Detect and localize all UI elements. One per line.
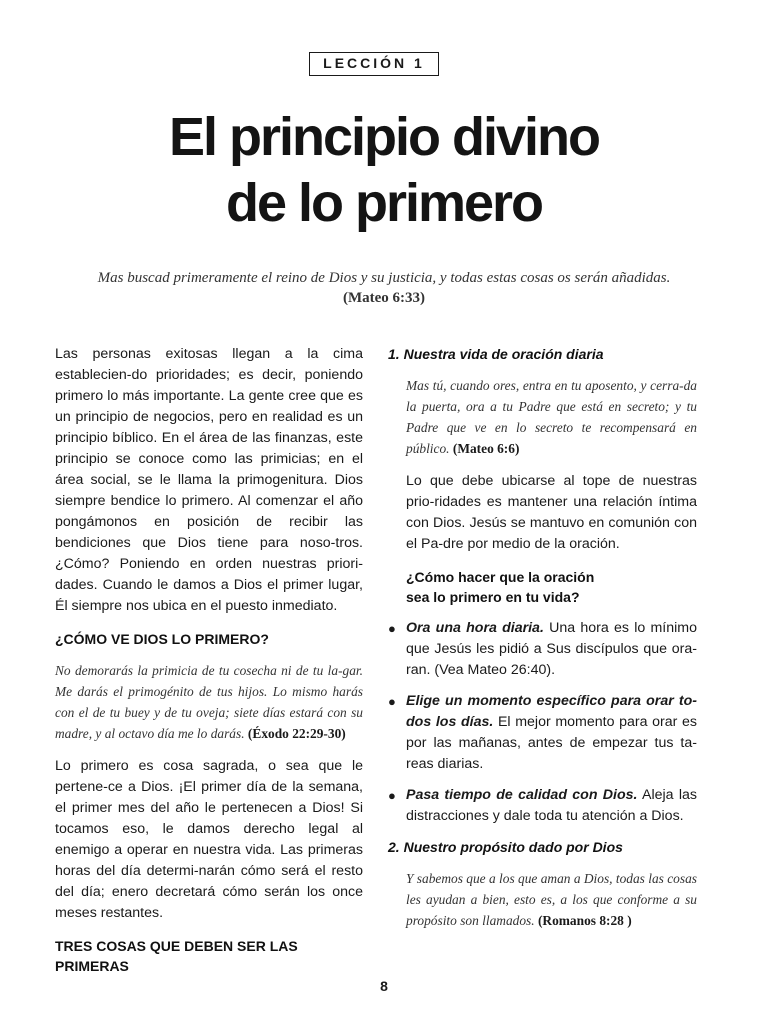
bullet-lead: Elige un momento específico para orar to-dos los días. [406,693,697,730]
bible-quote-text: No demorarás la primicia de tu cosecha ni de tu la-gar. Me darás el primogénito de tus hijos. Lo mismo harás con el de tu buey y de tu oveja; siete días estará con su madre, y al octavo día me lo darás. [55,663,363,741]
bible-quote-reference: (Éxodo 22:29-30) [247,726,346,741]
bible-quote-text: Y sabemos que a los que aman a Dios, todas las cosas les ayudan a bien, esto es, a los que conforme a su propósito son llamados. [406,871,697,928]
left-column [55,344,363,987]
bullet-icon: ● [388,788,396,803]
title-line-2: de lo primero [225,173,543,233]
section-heading-how-god-sees: ¿CÓMO VE DIOS LO PRIMERO? [55,631,269,647]
bullet-icon: ● [388,694,396,709]
lesson-label: LECCIÓN 1 [309,52,439,76]
epigraph [40,268,728,308]
list-item [388,691,697,775]
bible-quote-reference: (Romanos 8:28 ) [537,913,632,928]
bible-quote-exodus [55,660,363,744]
epigraph-reference: (Mateo 6:33) [342,290,426,306]
prayer-tips-list [388,618,697,827]
list-item [388,618,697,681]
bullet-lead: Pasa tiempo de calidad con Dios. [406,787,638,803]
title-line-1: El principio divino [168,107,600,167]
right-column [388,344,697,943]
item-2-title: Nuestro propósito dado por Dios [403,839,623,855]
item-2-number: 2. [388,839,400,855]
subheading-prayer-first [388,567,697,607]
page-title [0,104,768,236]
bullet-icon: ● [388,621,396,636]
subheading-line-2: sea lo primero en tu vida? [406,589,580,605]
bible-quote-matthew [388,375,697,459]
bible-quote-reference: (Mateo 6:6) [452,441,520,456]
item-1-heading [388,344,697,364]
intro-paragraph: Las personas exitosas llegan a la cima establecien-do prioridades; es decir, poniendo primero lo más importante. La gente cree que es un principio de negocios, pero en realidad es un principio bíblico. En el área de las finanzas, este principio se conoce como las primicias; en el área social, se le llama la primogenitura. Dios siempre bendice lo primero. Al comenzar el año pongámonos en posición de recibir las bendiciones que Dios tiene para noso-tros. ¿Cómo? Poniendo en orden nuestras priori-dades. Cuando le damos a Dios el primer lugar, Él siempre nos ubica en el puesto inmediato. [55,346,363,614]
page-number: 8 [380,978,388,994]
bullet-text: El mejor momento para orar es por las mañanas, antes de empezar tus ta-reas diarias. [406,714,697,772]
bible-quote-text: Mas tú, cuando ores, entra en tu aposento, y cerra-da la puerta, ora a tu Padre que está en secreto; y tu Padre que ve en lo secreto te recompensará en público. [406,378,697,456]
item-1-number: 1. [388,346,400,362]
prayer-priority-paragraph: Lo que debe ubicarse al tope de nuestras prio-ridades es mantener una relación íntima con Dios. Jesús se mantuvo en comunión con el Pa-dre por medio de la oración. [406,473,697,552]
epigraph-quote: Mas buscad primeramente el reino de Dios y su justicia, y todas estas cosas os serán añadidas. [97,270,671,286]
item-1-title: Nuestra vida de oración diaria [403,346,604,362]
item-2-heading [388,837,697,857]
sacred-first-paragraph: Lo primero es cosa sagrada, o sea que le pertene-ce a Dios. ¡El primer día de la semana, el primer mes del año le pertenecen a Dios! Si tocamos eso, le damos derecho legal al enemigo a operar en nuestra vida. Las primeras horas del día determi-narán cómo será el resto del día; enero decretará cómo serán los once meses restantes. [55,758,363,921]
bullet-text: Una hora es lo mínimo que Jesús les pidió a Sus discípulos que ora-ran. (Vea Mateo 26:40). [406,620,697,678]
section-heading-three-things: TRES COSAS QUE DEBEN SER LAS PRIMERAS [55,938,298,974]
bullet-text: Aleja las distracciones y dale toda tu atención a Dios. [406,787,697,824]
subheading-line-1: ¿Cómo hacer que la oración [406,569,595,585]
list-item [388,785,697,827]
bullet-lead: Ora una hora diaria. [406,620,544,636]
bible-quote-romans [388,868,697,931]
